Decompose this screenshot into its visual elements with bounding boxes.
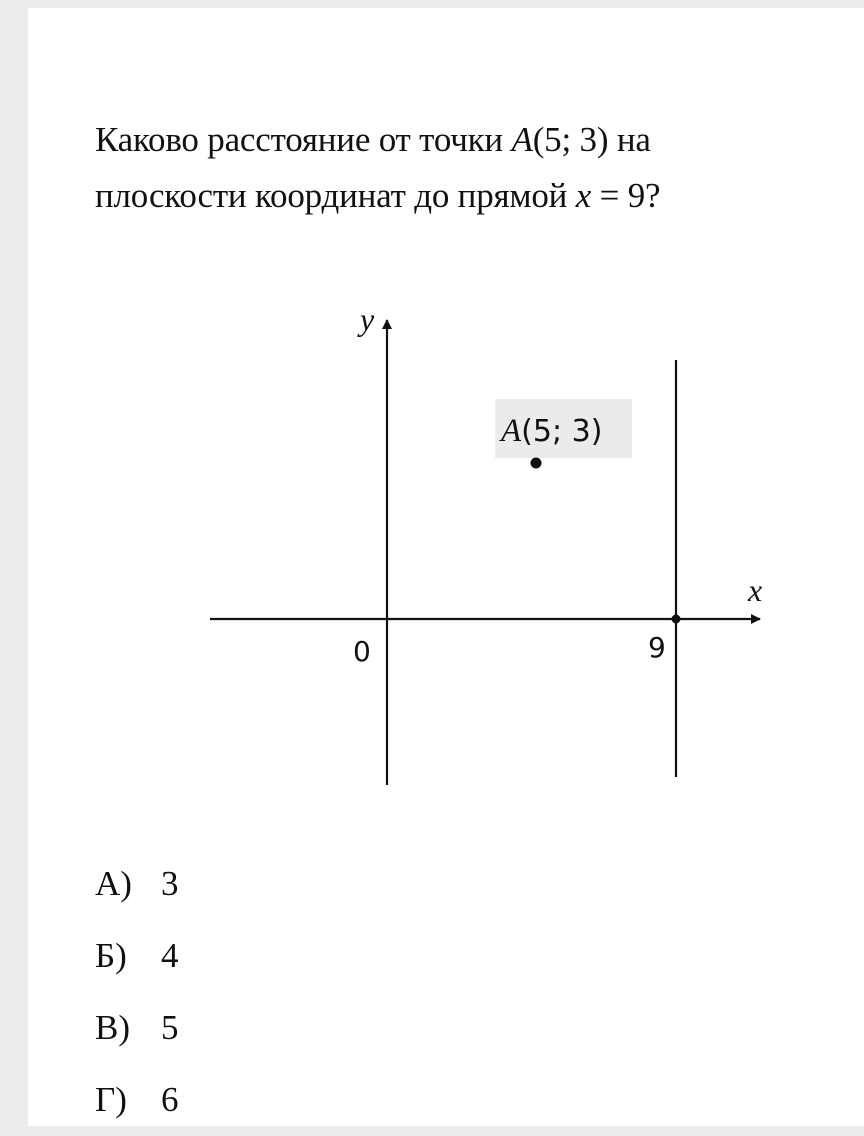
coordinate-figure bbox=[200, 290, 780, 800]
line-variable: x bbox=[575, 176, 592, 215]
question-line-2 bbox=[95, 168, 795, 224]
x-axis-label: x bbox=[748, 572, 763, 608]
answer-value: 4 bbox=[161, 936, 179, 975]
answer-letter: Г) bbox=[95, 1080, 127, 1119]
point-label bbox=[499, 413, 602, 449]
point-a bbox=[531, 458, 542, 469]
answer-value: 6 bbox=[161, 1080, 179, 1119]
answer-letter: А) bbox=[95, 864, 132, 903]
point-coords: (5; 3) bbox=[532, 120, 609, 159]
point-label-name: A bbox=[501, 413, 522, 449]
answer-value: 3 bbox=[161, 864, 179, 903]
answer-letter: В) bbox=[95, 1008, 130, 1047]
origin-label: 0 bbox=[353, 635, 371, 668]
question-line-2-prefix: плоскости координат до прямой bbox=[95, 176, 576, 215]
line-equation: = 9? bbox=[591, 176, 661, 215]
answer-option-g[interactable] bbox=[95, 1064, 395, 1136]
question-line-1 bbox=[95, 112, 795, 168]
answer-letter: Б) bbox=[95, 936, 127, 975]
answer-options bbox=[95, 848, 395, 1136]
question-line-1-suffix: на bbox=[608, 120, 651, 159]
question-line-1-prefix: Каково расстояние от точки bbox=[95, 120, 512, 159]
answer-option-b[interactable] bbox=[95, 920, 395, 992]
answer-value: 5 bbox=[161, 1008, 179, 1047]
answer-option-v[interactable] bbox=[95, 992, 395, 1064]
answer-option-a[interactable] bbox=[95, 848, 395, 920]
y-axis-label: y bbox=[360, 301, 375, 337]
intersection-dot bbox=[672, 615, 681, 624]
point-name: A bbox=[511, 120, 533, 159]
coordinate-plane bbox=[200, 290, 780, 800]
point-label-coords: (5; 3) bbox=[521, 414, 603, 449]
line-x-label: 9 bbox=[648, 631, 666, 664]
question-text bbox=[95, 112, 795, 224]
